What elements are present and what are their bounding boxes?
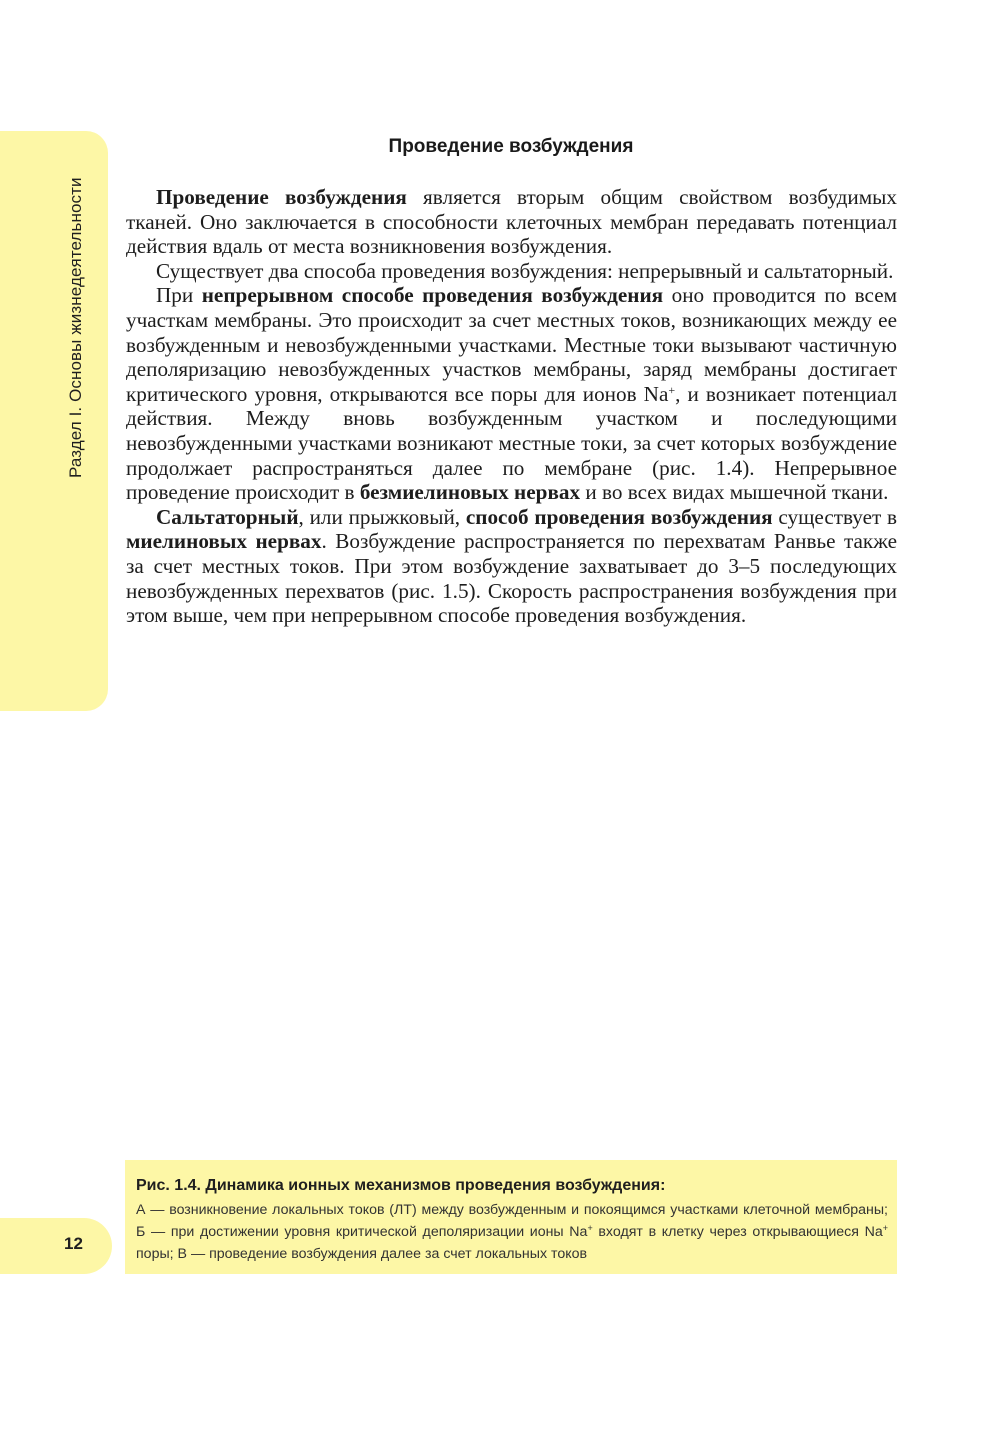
paragraph-text: Существует два способа проведения возбуждения: непрерывный и сальтаторный. (156, 258, 894, 283)
figure-caption-text (136, 1199, 888, 1265)
bold-term: способ проведения возбуждения (465, 504, 773, 529)
paragraph-1 (126, 185, 897, 259)
page-number: 12 (64, 1234, 83, 1253)
superscript: + (668, 382, 676, 397)
bold-term: Проведение возбуждения (156, 185, 407, 209)
paragraph-2 (126, 259, 897, 284)
paragraph-text: , и возникает потенциал действия. Между вновь возбужденным участком и последующими невозбужденными участками возникают местные токи, за счет которых возбуждение продолжает распространяться далее по мембране (рис. 1.4). Непрерывное проведение происходит в (126, 381, 897, 505)
paragraph-text: и во всех видах мышечной ткани. (580, 480, 889, 505)
caption-text: поры; В — проведение возбуждения далее за счет локальных токов (136, 1246, 588, 1262)
caption-text: входят в клетку через открывающиеся Na (592, 1224, 883, 1240)
bold-term: безмиелиновых нервах (359, 480, 581, 505)
bold-term: Сальтаторный (156, 504, 299, 529)
section-heading: Проведение возбуждения (388, 136, 634, 157)
paragraph-3 (126, 283, 897, 504)
paragraph-4 (126, 505, 897, 628)
paragraph-text: . Возбуждение распространяется по перехватам Ранвье также за счет местных токов. При этом возбуждение захватывает до 3–5 последующих невозбужденных перехватов (рис. 1.5). Скорость распространения возбуждения при этом выше, чем при непрерывном способе проведения возбуждения. (126, 529, 897, 628)
section-title: Раздел I. Основы жизнедеятельности (66, 177, 85, 478)
superscript: + (587, 1223, 593, 1233)
paragraph-text: оно проводится по всем участкам мембраны. Это происходит за счет местных токов, возникающих между ее возбужденным и невозбужденными участками. Местные токи вызывают частичную деполяризацию невозбужденных участков мембраны, заряд мембраны достигает критического уровня, открываются все поры для ионов Na (126, 283, 898, 406)
bold-term: миелиновых нервах (126, 529, 322, 554)
body-text (126, 185, 897, 628)
caption-text: А — возникновение локальных токов (ЛТ) между возбужденным и покоящимся участками клеточной мембраны; Б — при достижении уровня критической деполяризации ионы Na (136, 1202, 888, 1240)
paragraph-text: существует в (772, 504, 897, 529)
paragraph-text: , или прыжковый, (298, 504, 466, 529)
section-side-tab (0, 131, 108, 711)
bold-term: непрерывном способе проведения возбуждения (201, 283, 664, 308)
paragraph-text: При (156, 283, 202, 308)
figure-caption-title: Рис. 1.4. Динамика ионных механизмов проведения возбуждения: (136, 1177, 666, 1194)
section-title-vertical (66, 142, 86, 478)
superscript: + (882, 1223, 889, 1233)
paragraph-text: является вторым общим свойством возбудимых тканей. Оно заключается в способности клеточных мембран передавать потенциал действия вдаль от места возникновения возбуждения. (126, 185, 897, 259)
